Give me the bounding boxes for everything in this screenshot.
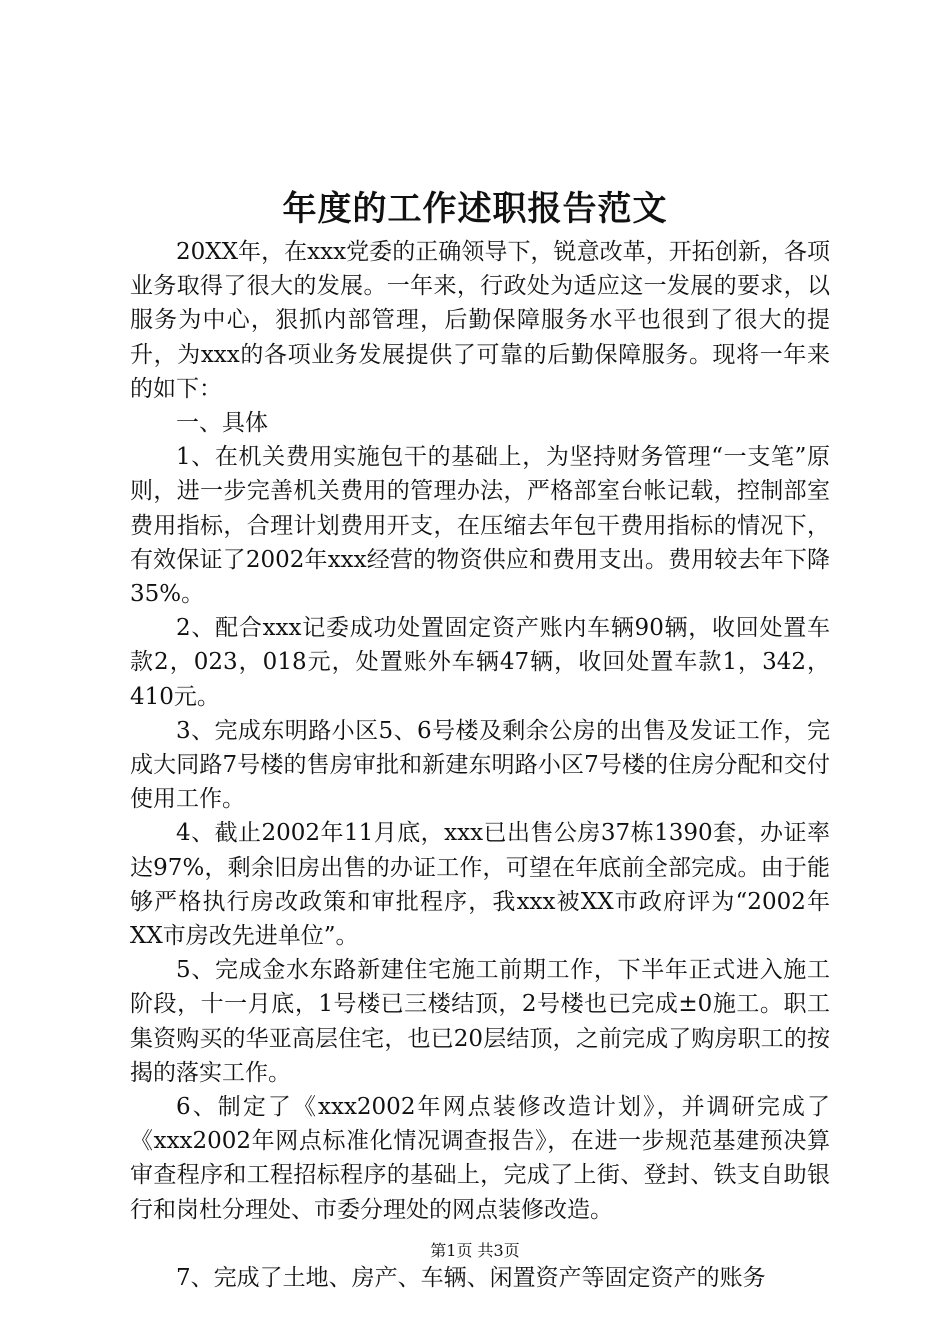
paragraph-item-2: 2、配合xxx记委成功处置固定资产账内车辆90辆，收回处置车款2，023，018元，处置账外车辆47辆，收回处置车款1，342，410元。 xyxy=(130,615,830,710)
paragraph-item-1: 1、在机关费用实施包干的基础上，为坚持财务管理“一支笔”原则，进一步完善机关费用的管理办法，严格部室台帐记载，控制部室费用指标，合理计划费用开支，在压缩去年包干费用指标的情况下，有效保证了2002年xxx经营的物资供应和费用支出。费用较去年下降35%。 xyxy=(130,444,830,608)
page-footer: 第1页 共3页 xyxy=(430,1241,520,1260)
paragraph-item-3: 3、完成东明路小区5、6号楼及剩余公房的出售及发证工作，完成大同路7号楼的售房审批和新建东明路小区7号楼的住房分配和交付使用工作。 xyxy=(130,717,830,813)
paragraph-item-6: 6、制定了《xxx2002年网点装修改造计划》，并调研完成了《xxx2002年网点标准化情况调查报告》，在进一步规范基建预决算审查程序和工程招标程序的基础上，完成了上街、登封、铁支自助银行和岗杜分理处、市委分理处的网点装修改造。 xyxy=(130,1094,830,1223)
document-title: 年度的工作述职报告范文 xyxy=(282,189,668,229)
paragraph-item-5: 5、完成金水东路新建住宅施工前期工作，下半年正式进入施工阶段，十一月底，1号楼已三楼结顶，2号楼也已完成±0施工。职工集资购买的华亚高层住宅，也已20层结顶，之前完成了购房职工的按揭的落实工作。 xyxy=(130,957,830,1086)
paragraph-section-heading: 一、具体 xyxy=(176,410,268,437)
paragraph-item-4: 4、截止2002年11月底，xxx已出售公房37栋1390套，办证率达97%，剩余旧房出售的办证工作，可望在年底前全部完成。由于能够严格执行房改政策和审批程序，我xxx被XX市政府评为“2002年XX市房改先进单位”。 xyxy=(130,820,830,950)
paragraph-intro: 20XX年，在xxx党委的正确领导下，锐意改革，开拓创新，各项业务取得了很大的发展。一年来，行政处为适应这一发展的要求，以服务为中心，狠抓内部管理，后勤保障服务水平也很到了很大的提升，为xxx的各项业务发展提供了可靠的后勤保障服务。现将一年来的如下： xyxy=(130,239,830,402)
document-body xyxy=(130,235,830,1295)
paragraph-item-7: 7、完成了土地、房产、车辆、闲置资产等固定资产的账务 xyxy=(176,1264,766,1291)
